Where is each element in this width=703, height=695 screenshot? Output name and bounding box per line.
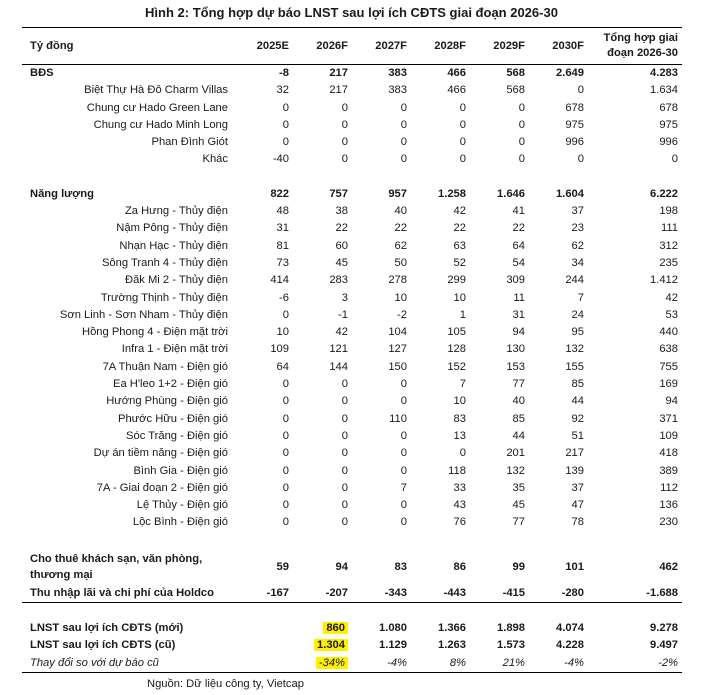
cell: 975 <box>565 118 584 131</box>
cell: 4.228 <box>556 639 584 652</box>
cell: 40 <box>512 395 525 408</box>
cell <box>234 655 293 673</box>
row-label: Năng lượng <box>30 187 94 200</box>
cell: -2 <box>397 308 407 321</box>
cell: 0 <box>282 395 289 408</box>
cell: 136 <box>659 499 678 512</box>
cell: 73 <box>276 256 289 269</box>
cell: 1.646 <box>497 187 525 200</box>
row-label: Phan Đình Giót <box>151 136 228 149</box>
cell: 54 <box>512 256 525 269</box>
row-label: Cho thuê khách sạn, văn phòng, thương mại <box>30 552 203 581</box>
cell: 4.074 <box>556 622 584 635</box>
cell: 1.263 <box>438 639 466 652</box>
cell: 85 <box>571 378 584 391</box>
table-row <box>22 463 682 480</box>
cell: 64 <box>276 360 289 373</box>
cell: 1.258 <box>438 187 466 200</box>
row-label: Đăk Mi 2 - Thủy điện <box>124 274 228 287</box>
cell: 76 <box>453 516 466 529</box>
cell: -40 <box>272 153 289 166</box>
cell: 0 <box>341 499 348 512</box>
row-label: Thu nhập lãi và chi phí của Holdco <box>22 585 234 603</box>
cell: 7 <box>577 291 584 304</box>
cell: 127 <box>388 343 407 356</box>
cell: 45 <box>512 499 525 512</box>
cell: 21% <box>470 655 529 673</box>
table-row <box>22 428 682 445</box>
cell: 44 <box>512 429 525 442</box>
row-label: Bình Gia - Điện gió <box>133 464 228 477</box>
cell: 62 <box>571 239 584 252</box>
cell: -4% <box>529 655 588 673</box>
cell: 13 <box>453 429 466 442</box>
cell: 83 <box>394 560 407 573</box>
cell: 53 <box>665 308 678 321</box>
cell: -2% <box>588 655 682 673</box>
cell: 94 <box>335 560 348 573</box>
cell: 678 <box>565 101 584 114</box>
table-row <box>22 393 682 410</box>
cell: 3 <box>341 291 348 304</box>
cell: 0 <box>282 378 289 391</box>
cell: 0 <box>400 136 407 149</box>
cell: 0 <box>400 447 407 460</box>
cell: 50 <box>394 256 407 269</box>
cell: 60 <box>335 239 348 252</box>
cell: 957 <box>388 187 407 200</box>
cell: 0 <box>341 429 348 442</box>
cell: 10 <box>453 395 466 408</box>
row-label: Infra 1 - Điện mặt trời <box>121 343 228 356</box>
cell: 139 <box>565 464 584 477</box>
cell: 47 <box>571 499 584 512</box>
table-row <box>22 290 682 307</box>
cell: 0 <box>400 499 407 512</box>
cell: 1.366 <box>438 622 466 635</box>
row-label: Phước Hữu - Điện gió <box>118 412 228 425</box>
row-label: Sông Tranh 4 - Thủy điện <box>101 256 228 269</box>
row-label: 7A - Giai đoạn 2 - Điện gió <box>96 481 228 494</box>
cell: -415 <box>470 585 529 603</box>
cell: 466 <box>447 84 466 97</box>
cell: 169 <box>659 378 678 391</box>
header-2028f: 2028F <box>411 28 470 65</box>
cell: 8% <box>411 655 470 673</box>
cell: 201 <box>506 447 525 460</box>
cell: -443 <box>411 585 470 603</box>
cell: 10 <box>276 326 289 339</box>
cell: 52 <box>453 256 466 269</box>
cell-highlight <box>293 620 352 637</box>
spacer-row <box>22 169 682 186</box>
cell: 78 <box>571 516 584 529</box>
table-row <box>22 376 682 393</box>
cell: 59 <box>276 560 289 573</box>
table-row <box>22 307 682 324</box>
spacer-row <box>22 603 682 621</box>
header-2025e: 2025E <box>234 28 293 65</box>
cell: 42 <box>665 291 678 304</box>
cell: 371 <box>659 412 678 425</box>
cell: 132 <box>565 343 584 356</box>
cell: 2.649 <box>556 67 584 79</box>
cell: 1.604 <box>556 187 584 200</box>
cell: 0 <box>671 153 678 166</box>
row-holdco <box>22 585 682 603</box>
cell: -1.688 <box>588 585 682 603</box>
cell: 198 <box>659 205 678 218</box>
cell: 0 <box>282 308 289 321</box>
row-label: Khác <box>202 153 228 166</box>
cell: 0 <box>282 101 289 114</box>
row-label: Sơn Linh - Sơn Nham - Thủy điện <box>59 308 228 321</box>
cell: 757 <box>329 187 348 200</box>
cell: 10 <box>394 291 407 304</box>
cell: 466 <box>447 67 466 79</box>
cell <box>234 637 293 654</box>
cell: -167 <box>234 585 293 603</box>
table-row <box>22 359 682 376</box>
cell: 0 <box>282 118 289 131</box>
table-row <box>22 411 682 428</box>
cell: 383 <box>388 67 407 79</box>
cell: 111 <box>660 222 678 235</box>
cell: 77 <box>512 378 525 391</box>
cell: 1.898 <box>497 622 525 635</box>
cell: 1.080 <box>379 622 407 635</box>
cell: 0 <box>341 118 348 131</box>
cell: 92 <box>571 412 584 425</box>
cell: 0 <box>400 378 407 391</box>
row-label: 7A Thuận Nam - Điện gió <box>102 360 228 373</box>
row-label: Hướng Phùng - Điện gió <box>106 395 228 408</box>
cell: -6 <box>279 291 289 304</box>
cell: 31 <box>512 308 525 321</box>
cell: 101 <box>565 560 584 573</box>
cell: 0 <box>341 516 348 529</box>
highlight-mark: 1.304 <box>314 639 348 651</box>
cell: 41 <box>512 205 525 218</box>
row-label: Thay đổi so với dự báo cũ <box>22 655 234 673</box>
header-row <box>22 28 682 65</box>
cell: 83 <box>453 412 466 425</box>
row-label: Nhạn Hạc - Thủy điện <box>119 239 228 252</box>
cell: 389 <box>659 464 678 477</box>
cell: 38 <box>335 205 348 218</box>
cell: 0 <box>341 412 348 425</box>
cell: 975 <box>659 118 678 131</box>
row-energy <box>22 186 682 203</box>
table-row <box>22 82 682 99</box>
cell: 62 <box>394 239 407 252</box>
cell: 155 <box>565 360 584 373</box>
cell: -343 <box>352 585 411 603</box>
cell: 0 <box>459 136 466 149</box>
cell-highlight <box>293 655 352 673</box>
cell: 278 <box>388 274 407 287</box>
cell: 24 <box>571 308 584 321</box>
cell: 42 <box>335 326 348 339</box>
row-label: Chung cư Hado Minh Long <box>93 118 228 131</box>
cell: 22 <box>394 222 407 235</box>
table-row <box>22 203 682 220</box>
row-label: Dự án tiềm năng - Điện gió <box>93 447 228 460</box>
cell: 0 <box>577 153 584 166</box>
cell: 118 <box>448 464 466 477</box>
cell: 462 <box>659 560 678 573</box>
cell: 10 <box>453 291 466 304</box>
cell: 440 <box>659 326 678 339</box>
cell: -280 <box>529 585 588 603</box>
cell: 217 <box>329 84 348 97</box>
cell: 383 <box>388 84 407 97</box>
table-row <box>22 100 682 117</box>
cell: 11 <box>513 291 525 304</box>
cell: 1.573 <box>497 639 525 652</box>
cell: 0 <box>400 464 407 477</box>
cell: 33 <box>453 481 466 494</box>
cell: 0 <box>400 395 407 408</box>
header-2029f: 2029F <box>470 28 529 65</box>
cell: 0 <box>341 136 348 149</box>
cell: -207 <box>293 585 352 603</box>
table-row <box>22 255 682 272</box>
header-unit: Tỷ đồng <box>22 28 234 65</box>
cell: -1 <box>338 308 348 321</box>
row-label: BĐS <box>30 67 54 79</box>
cell: 42 <box>453 205 466 218</box>
cell: 638 <box>659 343 678 356</box>
table-row <box>22 497 682 514</box>
figure-title: Hình 2: Tổng hợp dự báo LNST sau lợi ích CĐTS giai đoạn 2026-30 <box>145 5 558 20</box>
cell: 9.278 <box>650 622 678 635</box>
cell: 112 <box>660 481 678 494</box>
row-label: Nậm Pông - Thủy điện <box>116 222 228 235</box>
header-total: Tổng hợp giai đoạn 2026-30 <box>588 28 682 65</box>
cell: 48 <box>276 205 289 218</box>
cell: 0 <box>341 153 348 166</box>
cell: 0 <box>459 447 466 460</box>
cell: 144 <box>329 360 348 373</box>
cell: 0 <box>459 153 466 166</box>
table-row <box>22 445 682 462</box>
row-bds <box>22 65 682 83</box>
cell: 22 <box>335 222 348 235</box>
cell: 230 <box>659 516 678 529</box>
table-row <box>22 117 682 134</box>
cell: 95 <box>571 326 584 339</box>
cell: 128 <box>447 343 466 356</box>
spacer-row <box>22 532 682 549</box>
cell: 110 <box>389 412 407 425</box>
cell: 7 <box>459 378 466 391</box>
row-label: Sóc Trăng - Điện gió <box>126 429 228 442</box>
cell: 755 <box>659 360 678 373</box>
cell: 0 <box>341 464 348 477</box>
cell: 4.283 <box>650 67 678 79</box>
cell: 283 <box>329 274 348 287</box>
cell: 299 <box>447 274 466 287</box>
cell: 94 <box>512 326 525 339</box>
cell: 1 <box>459 308 466 321</box>
cell: 309 <box>506 274 525 287</box>
cell: 81 <box>276 239 289 252</box>
cell: -4% <box>352 655 411 673</box>
cell <box>234 620 293 637</box>
cell: 822 <box>270 187 289 200</box>
cell: 0 <box>341 101 348 114</box>
row-npat-new <box>22 620 682 637</box>
cell: 104 <box>388 326 407 339</box>
table-row <box>22 220 682 237</box>
cell: 77 <box>512 516 525 529</box>
cell: 35 <box>512 481 525 494</box>
cell: 996 <box>565 136 584 149</box>
cell: 0 <box>459 101 466 114</box>
table-row <box>22 480 682 497</box>
cell: 0 <box>459 118 466 131</box>
table-row <box>22 134 682 151</box>
cell: 0 <box>400 101 407 114</box>
cell: 0 <box>518 136 525 149</box>
cell: 217 <box>329 67 348 79</box>
cell: 37 <box>571 205 584 218</box>
cell: 45 <box>335 256 348 269</box>
cell: 109 <box>270 343 289 356</box>
header-2030f: 2030F <box>529 28 588 65</box>
row-label: Chung cư Hado Green Lane <box>86 101 228 114</box>
row-label: Lộc Bình - Điện gió <box>132 516 228 529</box>
cell: 64 <box>512 239 525 252</box>
table-row <box>22 272 682 289</box>
row-rental <box>22 549 682 585</box>
cell: 1.412 <box>650 274 678 287</box>
cell: 0 <box>400 153 407 166</box>
cell: 44 <box>571 395 584 408</box>
cell: 0 <box>282 447 289 460</box>
table-row <box>22 514 682 531</box>
highlight-mark: 860 <box>323 622 348 634</box>
cell: 1.634 <box>650 84 678 97</box>
table-row <box>22 324 682 341</box>
cell: 153 <box>506 360 525 373</box>
cell: 312 <box>659 239 678 252</box>
cell: 678 <box>659 101 678 114</box>
row-label: LNST sau lợi ích CĐTS (cũ) <box>30 639 176 652</box>
header-2027f: 2027F <box>352 28 411 65</box>
cell: 152 <box>447 360 466 373</box>
cell: 23 <box>571 222 584 235</box>
cell: 85 <box>512 412 525 425</box>
cell: 105 <box>447 326 466 339</box>
row-label: Ea H'leo 1+2 - Điện gió <box>112 378 228 391</box>
cell: 0 <box>282 481 289 494</box>
table-row <box>22 341 682 358</box>
cell: 414 <box>270 274 289 287</box>
cell: 0 <box>400 429 407 442</box>
cell: 109 <box>659 429 678 442</box>
cell: 0 <box>518 101 525 114</box>
cell: 22 <box>512 222 525 235</box>
cell: -8 <box>279 67 289 79</box>
cell: 0 <box>341 447 348 460</box>
cell: 0 <box>577 84 584 97</box>
cell: 0 <box>518 118 525 131</box>
source-note: Nguồn: Dữ liệu công ty, Vietcap <box>147 678 304 690</box>
table-row <box>22 238 682 255</box>
cell: 0 <box>341 481 348 494</box>
cell: 6.222 <box>650 187 678 200</box>
cell: 150 <box>388 360 407 373</box>
cell: 9.497 <box>650 639 678 652</box>
row-npat-old <box>22 637 682 654</box>
cell: 0 <box>341 378 348 391</box>
cell: 121 <box>329 343 348 356</box>
cell: 37 <box>571 481 584 494</box>
cell: 51 <box>571 429 584 442</box>
cell: 132 <box>506 464 525 477</box>
cell: 0 <box>282 136 289 149</box>
cell: 217 <box>565 447 584 460</box>
row-change <box>22 655 682 673</box>
cell: 235 <box>659 256 678 269</box>
row-label: LNST sau lợi ích CĐTS (mới) <box>30 622 184 635</box>
cell: 0 <box>518 153 525 166</box>
cell: 0 <box>341 395 348 408</box>
cell: 1.129 <box>379 639 407 652</box>
row-label: Hồng Phong 4 - Điện mặt trời <box>81 326 228 339</box>
row-label: Za Hưng - Thủy điện <box>124 205 228 218</box>
cell: 0 <box>400 118 407 131</box>
cell: 7 <box>400 481 407 494</box>
header-2026f: 2026F <box>293 28 352 65</box>
cell: 130 <box>506 343 525 356</box>
cell: 94 <box>665 395 678 408</box>
cell: 31 <box>276 222 289 235</box>
cell: 244 <box>565 274 584 287</box>
cell: 63 <box>453 239 466 252</box>
cell: 0 <box>282 499 289 512</box>
cell: 22 <box>453 222 466 235</box>
cell: 32 <box>276 84 289 97</box>
cell: 568 <box>506 84 525 97</box>
cell: 34 <box>571 256 584 269</box>
highlight-mark: -34% <box>316 657 348 669</box>
cell: 418 <box>659 447 678 460</box>
row-label: Biệt Thự Hà Đô Charm Villas <box>84 84 228 97</box>
cell: 0 <box>282 412 289 425</box>
cell: 43 <box>453 499 466 512</box>
row-label: Lệ Thủy - Điện gió <box>136 499 228 512</box>
forecast-table <box>22 27 682 673</box>
cell: 0 <box>400 516 407 529</box>
cell: 568 <box>506 67 525 79</box>
cell: 0 <box>282 516 289 529</box>
cell-highlight <box>293 637 352 654</box>
cell: 99 <box>512 560 525 573</box>
row-label: Trường Thịnh - Thủy điện <box>100 291 228 304</box>
cell: 996 <box>659 136 678 149</box>
cell: 86 <box>453 560 466 573</box>
cell: 40 <box>394 205 407 218</box>
cell: 0 <box>282 464 289 477</box>
cell: 0 <box>282 429 289 442</box>
table-row <box>22 151 682 168</box>
